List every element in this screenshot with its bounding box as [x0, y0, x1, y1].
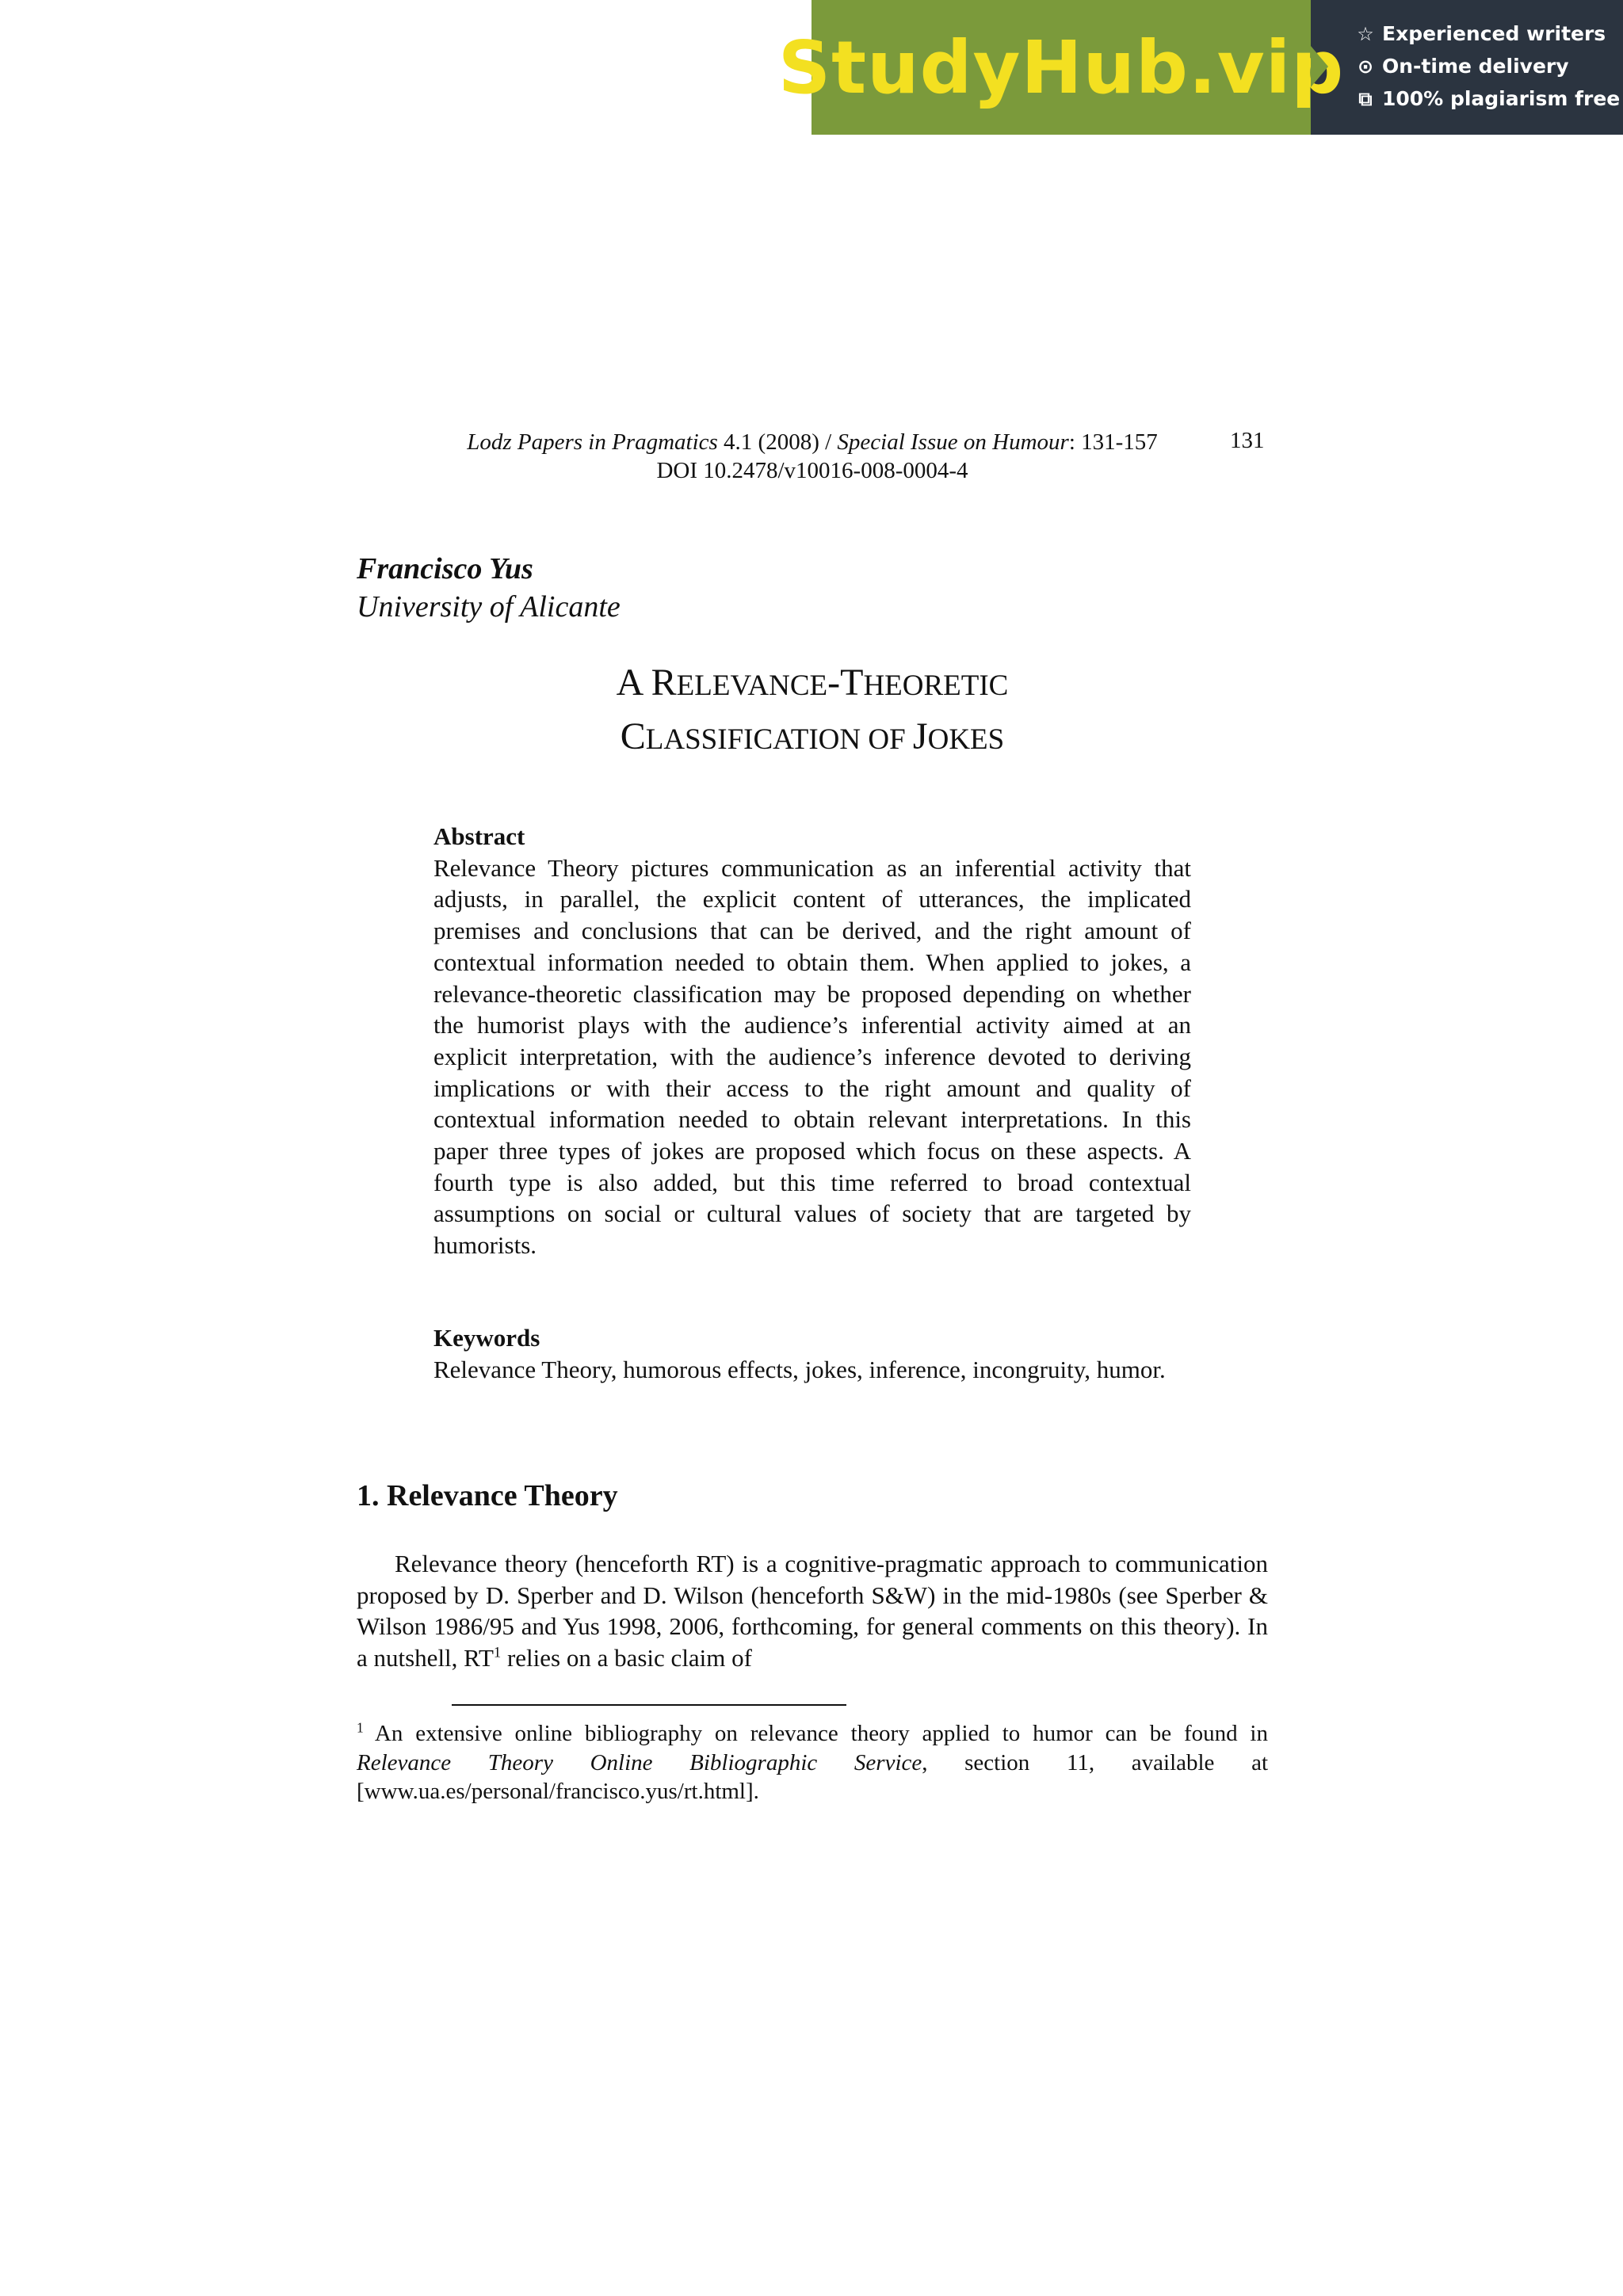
paper-title	[357, 658, 1268, 765]
keywords-heading: Keywords	[433, 1324, 540, 1352]
title-segment: C	[620, 715, 646, 757]
feature-label: 100% plagiarism free	[1382, 87, 1621, 110]
footnote-marker: 1	[357, 1719, 364, 1736]
feature-label: On-time delivery	[1382, 55, 1569, 78]
abstract-heading: Abstract	[433, 822, 525, 850]
logo-text: StudyHub.vip	[777, 25, 1345, 110]
title-segment: R	[651, 662, 677, 704]
body-text-start: Relevance theory (henceforth RT) is a cognitive-pragmatic approach to communication proposed by D. Sperber and D. Wilson (henceforth S&W) in the mid-1980s (see Sperber & Wilson 1986/95 and Yus 1998, 2006, forthcoming, for general comments on this theory). In a nutshell, RT	[357, 1550, 1268, 1672]
journal-issue: 4.1 (2008) /	[717, 429, 838, 455]
journal-citation	[357, 428, 1268, 456]
footnote-service-name: Relevance Theory Online Bibliographic Service	[357, 1749, 922, 1775]
special-issue: Special Issue on Humour	[837, 429, 1069, 455]
keywords-text: Relevance Theory, humorous effects, jokes, inference, incongruity, humor.	[433, 1355, 1166, 1383]
title-segment: ELEVANCE	[676, 669, 828, 702]
footnote-ref[interactable]: 1	[493, 1644, 502, 1661]
studyhub-logo[interactable]	[777, 0, 1345, 135]
title-line-1	[357, 658, 1268, 711]
body-paragraph	[357, 1548, 1268, 1674]
page-number: 131	[1230, 428, 1265, 453]
star-outline-icon: ☆	[1357, 22, 1374, 45]
footnote-text-end: , section 11, available at [www.ua.es/personal/francisco.yus/rt.html].	[357, 1749, 1268, 1804]
feature-experienced-writers	[1355, 22, 1623, 45]
title-segment: LASSIFICATION OF	[645, 723, 913, 756]
title-line-2	[357, 711, 1268, 765]
page-range: : 131-157	[1068, 429, 1158, 455]
promo-banner[interactable]	[777, 0, 1623, 135]
feature-label: Experienced writers	[1382, 22, 1606, 45]
footnote-divider	[452, 1704, 846, 1706]
title-segment: HEORETIC	[863, 669, 1009, 702]
journal-name: Lodz Papers in Pragmatics	[467, 429, 718, 455]
title-segment: J	[912, 715, 928, 757]
feature-on-time-delivery	[1355, 55, 1623, 78]
title-segment: OKES	[927, 723, 1005, 756]
keywords	[433, 1322, 1191, 1385]
footnote-text-start: An extensive online bibliography on relevance theory applied to humor can be found in	[363, 1721, 1268, 1746]
author-affiliation: University of Alicante	[357, 590, 621, 624]
abstract	[433, 821, 1191, 1261]
footnote	[357, 1719, 1268, 1806]
body-text-end: relies on a basic claim of	[501, 1644, 752, 1672]
copy-icon: ⧉	[1358, 87, 1373, 110]
feature-list	[1311, 0, 1623, 135]
title-segment: -T	[827, 662, 864, 704]
clock-icon: ⊙	[1357, 55, 1374, 78]
title-segment: A	[616, 662, 651, 704]
doi: DOI 10.2478/v10016-008-0004-4	[656, 458, 968, 483]
abstract-text: Relevance Theory pictures communication as an inferential activity that adjusts, in parallel, the explicit content of utterances, the implicated premises and conclusions that can be derived, and the right amount of contextual information needed to obtain them. When applied to jokes, a relevance-theoretic classification may be proposed depending on whether the humorist plays with the audience’s inferential activity aimed at an explicit interpretation, with the audience’s inference devoted to deriving implications or with their access to the right amount and quality of contextual information needed to obtain relevant interpretations. In this paper three types of jokes are proposed which focus on these aspects. A fourth type is also added, but this time referred to broad contextual assumptions on social or cultural values of society that are targeted by humorists.	[433, 853, 1191, 1260]
section-heading: 1. Relevance Theory	[357, 1479, 618, 1512]
feature-plagiarism-free	[1355, 87, 1623, 110]
running-head	[357, 428, 1268, 485]
author-name: Francisco Yus	[357, 552, 533, 585]
